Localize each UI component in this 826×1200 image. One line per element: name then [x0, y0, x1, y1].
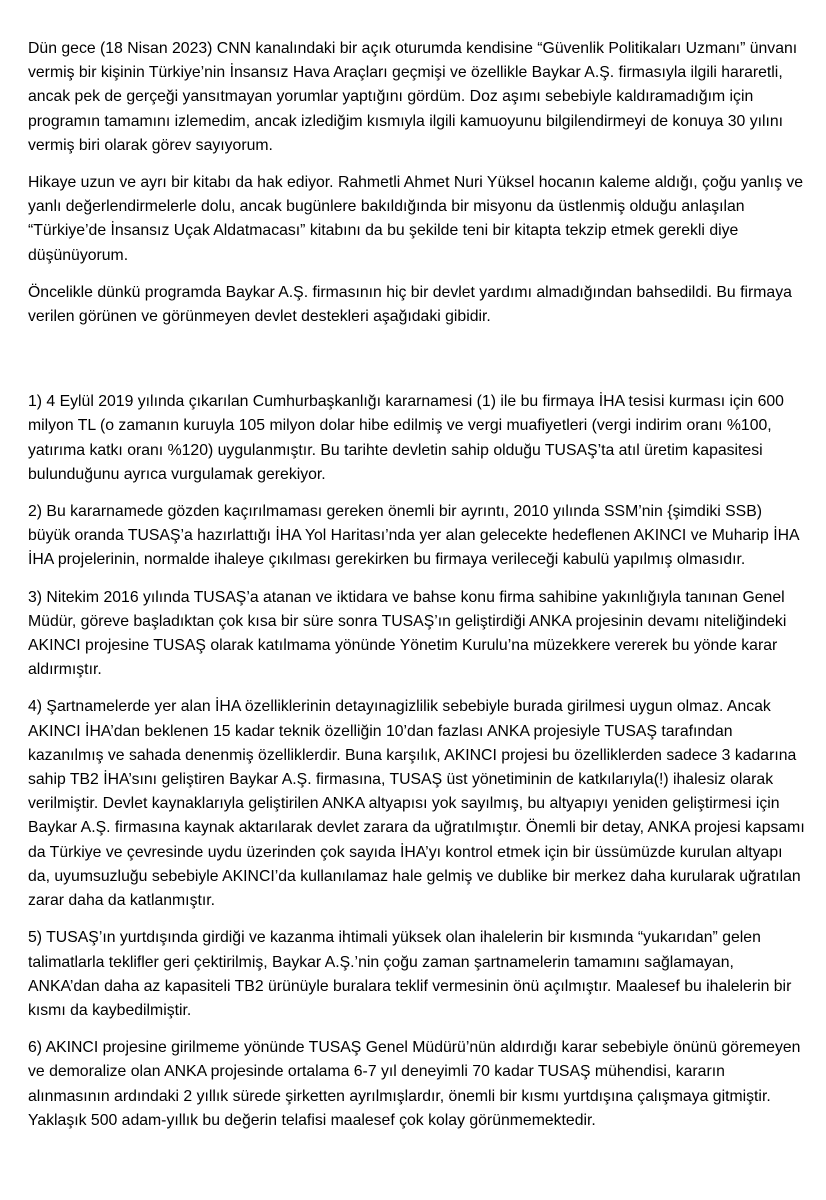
intro-paragraph-1: Dün gece (18 Nisan 2023) CNN kanalındaki bir açık oturumda kendisine “Güvenlik Politikaları Uzmanı” ünvanı vermiş bir kişinin Türkiye’nin İnsansız Hava Araçları geçmişi ve özellikle Baykar A.Ş. firmasıyla ilgili hararetli, ancak pek de gerçeği yansıtmayan yorumlar yaptığını gördüm. Doz aşımı sebebiyle kaldıramadığım için programın tamamını izlemedim, ancak izlediğim kısmıyla ilgili kamuoyunu bilgilendirmeyi de konuya 30 yılını vermiş biri olarak görev sayıyorum. [28, 40, 798, 154]
list-item-6: 6) AKINCI projesine girilmeme yönünde TUSAŞ Genel Müdürü’nün aldırdığı karar sebebiyle önünü göremeyen ve demoralize olan ANKA projesinde ortalama 6-7 yıl deneyimli 70 kadar TUSAŞ mühendisi, kararın alınmasının ardındaki 2 yıllık sürede şirketten ayrılmışlardır, önemli bir kısmı yurtdışına çalışmaya gitmiştir. Yaklaşık 500 adam-yıllık bu değerin telafisi maalesef çok kolay görünmemektedir. [28, 1039, 801, 1129]
list-item-4: 4) Şartnamelerde yer alan İHA özelliklerinin detayınagizlilik sebebiyle burada girilmesi uygun olmaz. Ancak AKINCI İHA’dan beklenen 15 kadar teknik özelliğin 10’dan fazlası ANKA projesiyle TUSAŞ tarafından kazanılmış ve sahada denenmiş özelliklerdir. Buna karşılık, AKINCI projesi bu özelliklerden sadece 3 kadarına sahip TB2 İHA’sını geliştiren Baykar A.Ş. firmasına, TUSAŞ üst yönetiminin de katkılarıyla(!) ihalesiz olarak verilmiştir. Devlet kaynaklarıyla geliştirilen ANKA altyapısı yok sayılmış, bu altyapıyı yeniden geliştirmesi için Baykar A.Ş. firmasına kaynak aktarılarak devlet zarara da uğratılmıştır. Önemli bir detay, ANKA projesi kapsamı da Türkiye ve çevresinde uydu üzerinden çok sayıda İHA’yı kontrol etmek için bir üssümüzde kurulan altyapı da, uyumsuzluğu sebebiyle AKINCI’da kullanılamaz hale gelmiş ve dublike bir merkez daha kurularak uğratılan zarar daha da katlanmıştır. [28, 698, 805, 910]
list-item-2: 2) Bu kararnamede gözden kaçırılmaması gereken önemli bir ayrıntı, 2010 yılında SSM’nin {şimdiki SSB) büyük oranda TUSAŞ’a hazırlattığı İHA Yol Haritası’nda yer alan gelecekte hedeflenen AKINCI ve Muharip İHA İHA projelerinin, normalde ihaleye çıkılması gerekirken bu firmaya verileceği kabulü yapılmış olmasıdır. [28, 503, 799, 569]
list-item-1: 1) 4 Eylül 2019 yılında çıkarılan Cumhurbaşkanlığı kararnamesi (1) ile bu firmaya İHA tesisi kurması için 600 milyon TL (o zamanın kuruyla 105 milyon dolar hibe edilmiş ve vergi muafiyetleri (vergi indirim oranı %100, yatırıma katkı oranı %120) uygulanmıştır. Bu tarihte devletin sahip olduğu TUSAŞ’ta atıl üretim kapasitesi bulunduğunu ayrıca vurgulamak gerekiyor. [28, 393, 784, 483]
list-item-3: 3) Nitekim 2016 yılında TUSAŞ’a atanan ve iktidara ve bahse konu firma sahibine yakınlığıyla tanınan Genel Müdür, göreve başladıktan çok kısa bir süre sonra TUSAŞ’ın geliştirdiği ANKA projesinin devamı niteliğindeki AKINCI projesine TUSAŞ olarak katılmama yönünde Yönetim Kurulu’na müzekkere vererek bu yönde karar aldırmıştır. [28, 588, 787, 679]
list-item-5: 5) TUSAŞ’ın yurtdışında girdiği ve kazanma ihtimali yüksek olan ihalelerin bir kısmında “yukarıdan” gelen talimatlarla teklifler geri çektirilmiş, Baykar A.Ş.’nin çoğu zaman şartnamelerin tamamını sağlamayan, ANKA’dan daha az kapasiteli TB2 ürünüyle buralara teklif vermesinin önü açılmıştır. Maalesef bu ihalelerin bir kısmı da kaybedilmiştir. [28, 929, 792, 1019]
intro-paragraph-3: Öncelikle dünkü programda Baykar A.Ş. firmasının hiç bir devlet yardımı almadığından bahsedildi. Bu firmaya verilen görünen ve görünmeyen devlet destekleri aşağıdaki gibidir. [28, 283, 792, 326]
intro-paragraph-2: Hikaye uzun ve ayrı bir kitabı da hak ediyor. Rahmetli Ahmet Nuri Yüksel hocanın kaleme aldığı, çoğu yanlış ve yanlı değerlendirmelerle dolu, ancak bugünlere bakıldığında bir misyonu da üstlenmiş olduğu anlaşılan “Türkiye’de İnsansız Uçak Aldatmacası” kitabını da bu şekilde teni bir kitapta tekzip etmek gerekli diye düşünüyorum. [28, 174, 804, 264]
section-spacer [28, 342, 806, 390]
